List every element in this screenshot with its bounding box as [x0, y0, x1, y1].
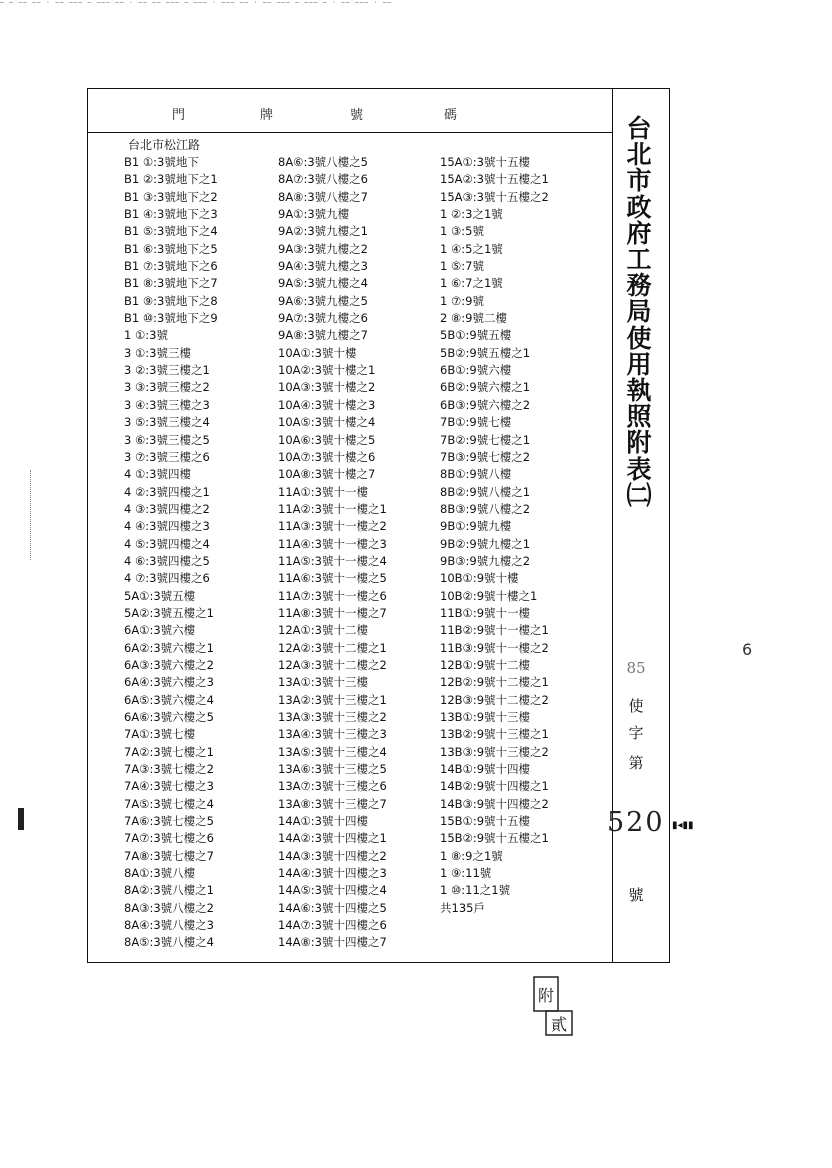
address-row: 12A①:3號十二樓: [278, 623, 369, 638]
license-number: 520: [607, 807, 665, 838]
address-row: 13A⑤:3號十三樓之4: [278, 744, 387, 759]
label-hao: 號: [628, 886, 644, 904]
address-row: 1 ②:3之1號: [440, 207, 503, 222]
address-row: 12B③:9號十二樓之2: [440, 692, 549, 707]
address-row: 1 ③:5號: [440, 224, 484, 239]
address-row: 9B②:9號九樓之1: [440, 536, 531, 551]
address-row: 14B①:9號十四樓: [440, 762, 531, 777]
header-char-2: 牌: [260, 108, 274, 123]
address-row: 5B①:9號五樓: [440, 328, 512, 343]
address-row: 10A⑤:3號十樓之4: [278, 415, 376, 430]
title-char: 執: [626, 376, 652, 406]
address-row: 9A③:3號九樓之2: [278, 241, 369, 256]
address-row: B1 ⑤:3號地下之4: [124, 224, 218, 239]
address-row: 15B②:9號十五樓之1: [440, 831, 549, 846]
address-row: 12B①:9號十二樓: [440, 657, 531, 672]
address-row: 4 ⑦:3號四樓之6: [124, 571, 210, 586]
address-row: 9A④:3號九樓之3: [278, 259, 369, 274]
address-row: 5A①:3號五樓: [124, 588, 196, 603]
address-row: 3 ⑦:3號三樓之6: [124, 449, 210, 464]
address-row: 6A⑤:3號六樓之4: [124, 692, 215, 707]
address-row: 13B①:9號十三樓: [440, 710, 531, 724]
address-row: 11A②:3號十一樓之1: [278, 501, 387, 516]
address-row: 9A⑥:3號九樓之5: [278, 293, 369, 308]
scan-top-artifact: — — —— —— · —— ——— — ——— —— · —— —— ——— — ——— · ——— —— · —— ——— — ——— — · —— ——— · ——: [0, 0, 393, 6]
address-row: 8B①:9號八樓: [440, 467, 512, 482]
address-row: 7A③:3號七樓之2: [124, 762, 215, 777]
edge-tick-mark: ▮◂▮▮: [672, 820, 694, 831]
title-char: 使: [626, 323, 652, 353]
document-title-vertical: [622, 116, 656, 509]
address-row: 7A⑦:3號七樓之6: [124, 831, 215, 846]
address-row: 6A①:3號六樓: [124, 623, 196, 638]
address-row: 6B③:9號六樓之2: [440, 397, 531, 412]
address-row: 8A④:3號八樓之3: [124, 918, 215, 933]
address-row: 14A⑥:3號十四樓之5: [278, 900, 387, 915]
address-row: B1 ②:3號地下之1: [124, 172, 218, 187]
address-row: 8A⑥:3號八樓之5: [278, 155, 369, 169]
address-row: 1 ⑦:9號: [440, 293, 484, 308]
address-row: 8A③:3號八樓之2: [124, 900, 215, 915]
address-row: 10A④:3號十樓之3: [278, 397, 376, 412]
address-row: 11A④:3號十一樓之3: [278, 536, 387, 551]
address-row: 6B①:9號六樓: [440, 363, 512, 378]
address-row: 3 ⑥:3號三樓之5: [124, 432, 210, 447]
address-column-1: [124, 154, 218, 952]
address-row: 11A⑧:3號十一樓之7: [278, 605, 387, 620]
address-row: 11B①:9號十一樓: [440, 605, 531, 620]
address-row: 9A⑤:3號九樓之4: [278, 276, 369, 291]
address-row: 8A⑧:3號八樓之7: [278, 189, 369, 204]
address-row: 8A①:3號八樓: [124, 866, 196, 881]
address-row: 8B②:9號八樓之1: [440, 484, 531, 499]
address-row: 15A②:3號十五樓之1: [440, 172, 549, 187]
address-row: 6B②:9號六樓之1: [440, 380, 531, 395]
address-row: 4 ⑤:3號四樓之4: [124, 536, 210, 551]
address-row: 共135戶: [440, 900, 485, 915]
address-row: 4 ①:3號四樓: [124, 467, 191, 482]
address-row: 10A⑥:3號十樓之5: [278, 432, 376, 447]
stamp-text-2: 貳: [550, 1015, 568, 1034]
address-row: 1 ⑤:7號: [440, 259, 484, 274]
address-row: 8A⑦:3號八樓之6: [278, 172, 369, 187]
year-code: 85: [626, 659, 646, 677]
address-column-3: [440, 154, 549, 917]
table-divider-header: [87, 132, 613, 133]
address-row: 13A④:3號十三樓之3: [278, 727, 387, 742]
address-row: 7A②:3號七樓之1: [124, 744, 215, 759]
address-row: 14A④:3號十四樓之3: [278, 866, 387, 881]
address-row: 1 ⑩:11之1號: [440, 883, 511, 898]
address-row: 13A③:3號十三樓之2: [278, 710, 387, 724]
address-row: B1 ⑥:3號地下之5: [124, 241, 218, 256]
address-row: 8A②:3號八樓之1: [124, 883, 215, 898]
address-row: 6A③:3號六樓之2: [124, 657, 215, 672]
address-row: 7B③:9號七樓之2: [440, 449, 531, 464]
address-row: 14A②:3號十四樓之1: [278, 831, 387, 846]
title-char: 照: [626, 402, 652, 432]
address-row: 13A⑧:3號十三樓之7: [278, 796, 387, 811]
title-char: 北: [626, 140, 652, 170]
address-row: 4 ③:3號四樓之2: [124, 501, 210, 516]
address-row: 8A⑤:3號八樓之4: [124, 935, 215, 950]
address-row: 7A④:3號七樓之3: [124, 779, 215, 794]
address-row: 13B②:9號十三樓之1: [440, 727, 549, 742]
title-char: 政: [626, 192, 652, 222]
address-row: 7A⑧:3號七樓之7: [124, 848, 215, 863]
header-char-3: 號: [350, 108, 364, 123]
address-row: 1 ①:3號: [124, 328, 168, 343]
address-column-2: [278, 154, 387, 952]
label-zi: 字: [628, 724, 644, 742]
address-row: 1 ⑨:11號: [440, 866, 492, 881]
address-row: 11A①:3號十一樓: [278, 484, 369, 499]
address-row: 15A③:3號十五樓之2: [440, 189, 549, 204]
address-row: 4 ⑥:3號四樓之5: [124, 553, 210, 568]
address-row: B1 ⑦:3號地下之6: [124, 259, 218, 274]
address-row: 15B①:9號十五樓: [440, 814, 531, 829]
address-row: 3 ③:3號三樓之2: [124, 380, 210, 395]
address-row: 1 ④:5之1號: [440, 241, 503, 256]
address-row: 4 ②:3號四樓之1: [124, 484, 210, 499]
address-row: 12A③:3號十二樓之2: [278, 657, 387, 672]
margin-speck: 6: [742, 640, 753, 659]
address-row: 1 ⑥:7之1號: [440, 276, 503, 291]
address-row: 11A⑦:3號十一樓之6: [278, 588, 387, 603]
address-row: 7A⑤:3號七樓之4: [124, 796, 215, 811]
address-row: 10B①:9號十樓: [440, 571, 519, 586]
label-shi: 使: [628, 697, 644, 715]
address-row: B1 ⑩:3號地下之9: [124, 311, 218, 326]
address-row: B1 ①:3號地下: [124, 155, 199, 169]
address-row: 3 ②:3號三樓之1: [124, 363, 210, 378]
address-row: 10A③:3號十樓之2: [278, 380, 376, 395]
title-char: 局: [626, 297, 652, 327]
address-row: 9A⑧:3號九樓之7: [278, 328, 369, 343]
address-row: B1 ⑧:3號地下之7: [124, 276, 218, 291]
address-row: 8B③:9號八樓之2: [440, 501, 531, 516]
address-row: 14A③:3號十四樓之2: [278, 848, 387, 863]
binding-dots: [30, 470, 33, 560]
title-char: 用: [626, 349, 652, 379]
address-row: 11A③:3號十一樓之2: [278, 519, 387, 534]
address-row: 12B②:9號十二樓之1: [440, 675, 549, 690]
title-char: 府: [626, 218, 652, 248]
margin-mark: [18, 808, 24, 830]
address-row: 11B②:9號十一樓之1: [440, 623, 549, 638]
address-row: 11A⑥:3號十一樓之5: [278, 571, 387, 586]
title-char: ㈡: [626, 480, 652, 510]
address-row: B1 ④:3號地下之3: [124, 207, 218, 222]
address-row: 6A④:3號六樓之3: [124, 675, 215, 690]
address-row: 10A⑧:3號十樓之7: [278, 467, 376, 482]
title-char: 務: [626, 271, 652, 301]
address-row: 12A②:3號十二樓之1: [278, 640, 387, 655]
address-row: 7B②:9號七樓之1: [440, 432, 531, 447]
address-row: 13A⑦:3號十三樓之6: [278, 779, 387, 794]
address-row: 10A②:3號十樓之1: [278, 363, 376, 378]
street-name: 台北市松江路: [128, 138, 201, 152]
address-row: 14A⑧:3號十四樓之7: [278, 935, 387, 950]
address-row: 1 ⑧:9之1號: [440, 848, 503, 863]
address-row: B1 ⑨:3號地下之8: [124, 293, 218, 308]
address-row: 3 ④:3號三樓之3: [124, 397, 210, 412]
address-row: 3 ①:3號三樓: [124, 345, 191, 360]
address-row: 14A①:3號十四樓: [278, 814, 369, 829]
address-row: 9B③:9號九樓之2: [440, 553, 531, 568]
address-row: 9B①:9號九樓: [440, 519, 512, 534]
address-row: 5B②:9號五樓之1: [440, 345, 531, 360]
address-row: 11A⑤:3號十一樓之4: [278, 553, 387, 568]
address-row: 10B②:9號十樓之1: [440, 588, 538, 603]
address-row: 4 ④:3號四樓之3: [124, 519, 210, 534]
address-row: 2 ⑧:9號二樓: [440, 311, 507, 326]
address-row: 15A①:3號十五樓: [440, 155, 531, 169]
address-row: 7B①:9號七樓: [440, 415, 512, 430]
address-row: 9A②:3號九樓之1: [278, 224, 369, 239]
address-row: 7A①:3號七樓: [124, 727, 196, 742]
address-row: 14B②:9號十四樓之1: [440, 779, 549, 794]
title-char: 市: [626, 166, 652, 196]
address-row: 14A⑤:3號十四樓之4: [278, 883, 387, 898]
address-row: 14A⑦:3號十四樓之6: [278, 918, 387, 933]
title-char: 工: [626, 245, 652, 275]
header-char-4: 碼: [444, 108, 458, 123]
address-row: 11B③:9號十一樓之2: [440, 640, 549, 655]
seal-stamp: [532, 975, 574, 1037]
address-row: 13B③:9號十三樓之2: [440, 744, 549, 759]
label-di: 第: [628, 754, 644, 772]
address-row: 13A⑥:3號十三樓之5: [278, 762, 387, 777]
address-row: 9A⑦:3號九樓之6: [278, 311, 369, 326]
address-row: 6A⑥:3號六樓之5: [124, 710, 215, 724]
stamp-text-1: 附: [537, 986, 555, 1005]
address-row: 6A②:3號六樓之1: [124, 640, 215, 655]
address-row: 14B③:9號十四樓之2: [440, 796, 549, 811]
address-row: 9A①:3號九樓: [278, 207, 350, 222]
address-row: 5A②:3號五樓之1: [124, 605, 215, 620]
address-row: 10A⑦:3號十樓之6: [278, 449, 376, 464]
title-char: 附: [626, 428, 652, 458]
address-row: 3 ⑤:3號三樓之4: [124, 415, 210, 430]
address-row: 10A①:3號十樓: [278, 345, 357, 360]
title-char: 台: [626, 114, 652, 143]
address-row: 7A⑥:3號七樓之5: [124, 814, 215, 829]
title-char: 表: [626, 454, 652, 484]
address-row: 13A①:3號十三樓: [278, 675, 369, 690]
address-row: B1 ③:3號地下之2: [124, 189, 218, 204]
address-row: 13A②:3號十三樓之1: [278, 692, 387, 707]
header-char-1: 門: [172, 108, 186, 123]
